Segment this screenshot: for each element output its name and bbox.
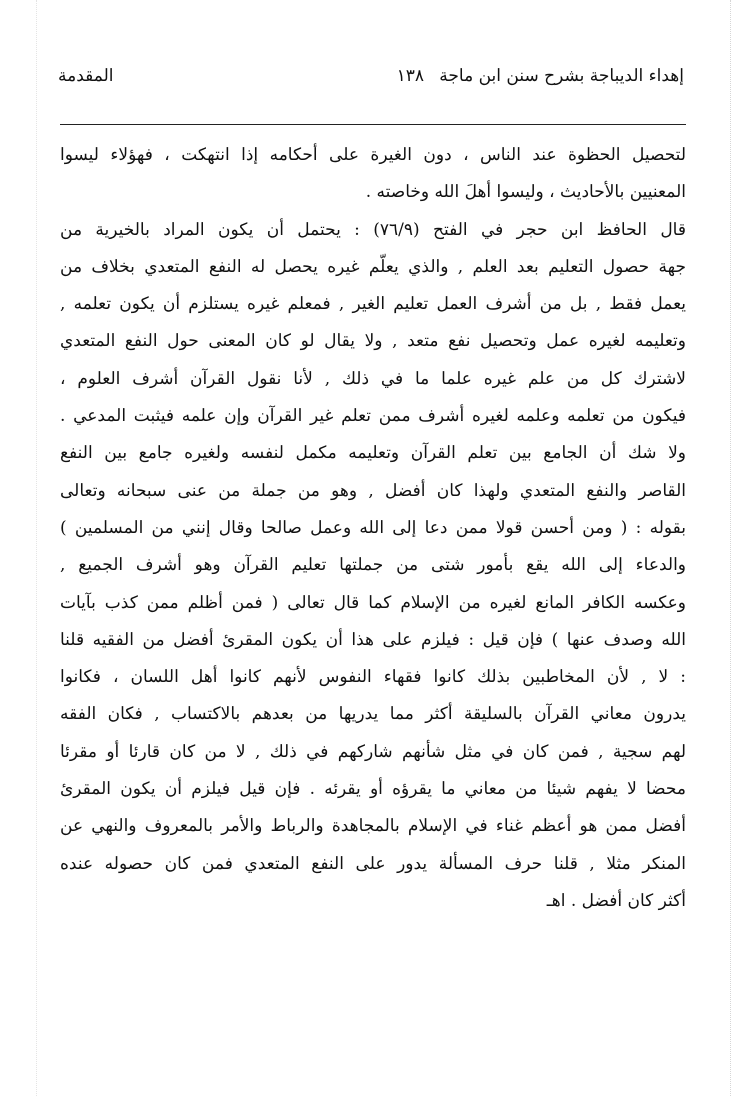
text-line: : لا , لأن المخاطبين بذلك كانوا فقهاء النفوس لأنهم كانوا أهل اللسان ، فكانوا: [60, 667, 686, 688]
text-line: لهم سجية , فمن كان في مثل شأنهم شاركهم في ذلك , لا من كان قارئا أو مقرئا: [60, 741, 686, 762]
text-line: والدعاء إلى الله يقع بأمور شتى من جملتها تعليم القرآن وهو أشرف الجميع ,: [60, 555, 686, 576]
text-line: فيكون من تعلمه وعلمه لغيره أشرف ممن تعلم غير القرآن وإن علمه فيثبت المدعي .: [60, 406, 686, 427]
book-title: إهداء الديباجة بشرح سنن ابن ماجة: [439, 66, 684, 86]
text-line: قال الحافظ ابن حجر في الفتح (٧٦/٩) : يحتمل أن يكون المراد بالخيرية من: [60, 219, 686, 240]
text-line: أكثر كان أفضل . اهـ: [546, 890, 686, 911]
page-number: ١٣٨: [396, 66, 424, 86]
text-line: الله وصدف عنها ) فإن قيل : فيلزم على هذا أن يكون المقرئ أفضل من الفقيه قلنا: [60, 629, 686, 650]
scan-edge-right: [730, 0, 731, 1096]
text-line: يدرون معاني القرآن بالسليقة أكثر مما يدريها من بعدهم بالاكتساب , فكان الفقه: [60, 704, 686, 725]
text-line: لتحصيل الحظوة عند الناس ، دون الغيرة على أحكامه إذا انتهكت ، فهؤلاء ليسوا: [60, 145, 686, 165]
text-line: أفضل ممن هو أعظم غناء في الإسلام بالمجاهدة والرباط والأمر بالمعروف والنهي عن: [60, 816, 686, 837]
running-header: [58, 62, 684, 94]
text-line: المعنيين بالأحاديث ، وليسوا أهلَ الله وخاصته .: [365, 182, 686, 203]
text-line: المنكر مثلا , قلنا حرف المسألة يدور على النفع المتعدي فمن كان حصوله عنده: [60, 853, 686, 874]
text-line: يعمل فقط , بل من أشرف العمل تعليم الغير , فمعلم غيره يستلزم أن يكون تعلمه ,: [60, 294, 686, 315]
text-line: محضا لا يفهم شيئا من معاني ما يقرؤه أو يقرئه . فإن قيل فيلزم أن يكون المقرئ: [60, 779, 686, 800]
text-line: لاشترك كل من علم غيره علما ما في ذلك , لأنا نقول القرآن أشرف العلوم ،: [60, 368, 686, 389]
text-line: وعكسه الكافر المانع لغيره من الإسلام كما قال تعالى ( فمن أظلم ممن كذب بآيات: [60, 592, 686, 613]
header-divider: [60, 124, 686, 125]
text-line: القاصر والنفع المتعدي ولهذا كان أفضل , وهو من جملة من عنى سبحانه وتعالى: [60, 480, 686, 501]
section-title: المقدمة: [58, 66, 114, 86]
body-text: [60, 137, 686, 920]
text-line: جهة حصول التعليم بعد العلم , والذي يعلّم غيره يحصل له النفع المتعدي بخلاف من: [60, 256, 686, 277]
text-line: بقوله : ( ومن أحسن قولا ممن دعا إلى الله وعمل صالحا وقال إنني من المسلمين ): [60, 517, 686, 538]
scan-edge-left: [36, 0, 37, 1096]
text-line: ولا شك أن الجامع بين تعلم القرآن وتعليمه مكمل لنفسه ولغيره جامع بين النفع: [60, 443, 686, 464]
text-line: وتعليمه لغيره عمل وتحصيل نفع متعد , ولا يقال لو كان المعنى حول النفع المتعدي: [60, 331, 686, 352]
